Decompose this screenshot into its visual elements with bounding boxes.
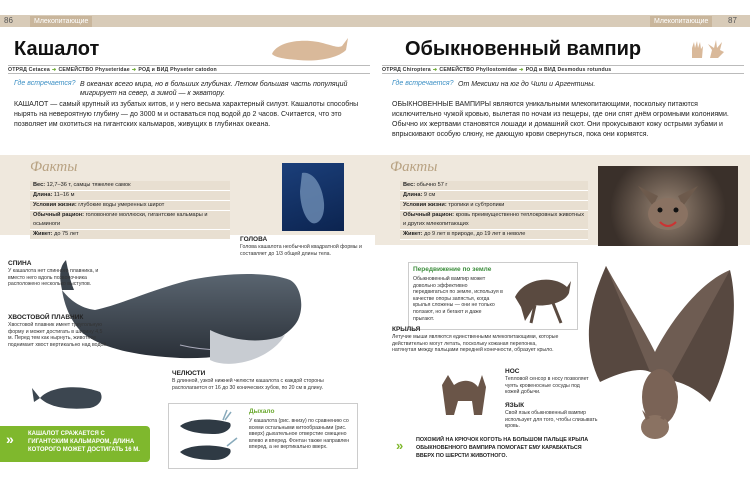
- label-back-heading: СПИНА: [8, 260, 32, 267]
- left-intro-text: КАШАЛОТ — самый крупный из зубатых китов, и у него весьма характерный силуэт. Кашалоты способны нырять на невероятную глубину — до 3000 м и оставаться под водой до 2 часов. Считается, что это позволяет им охотиться на гигантских кальмаров, живущих в глубинах океана.: [14, 101, 359, 128]
- left-page-title: Кашалот: [14, 38, 100, 60]
- right-facts-title: Факты: [390, 159, 438, 175]
- label-tongue-text: Свой язык обыкновенный вампир использует для того, чтобы слизывать кровь.: [505, 410, 598, 430]
- right-where-question: Где встречается?: [392, 80, 454, 87]
- right-taxonomy: ОТРЯД Chiroptera ➔ СЕМЕЙСТВО Phyllostomidae ➔ РОД и ВИД Desmodus rotundus: [382, 65, 744, 74]
- label-tongue-heading: ЯЗЫК: [505, 402, 525, 409]
- left-taxonomy: ОТРЯД Cetacea ➔ СЕМЕЙСТВО Physeteridae ➔ РОД и ВИД Physeter catodon: [8, 65, 370, 74]
- fact-row: Живет: до 75 лет: [30, 230, 230, 240]
- fact-row: Обычный рацион: головоногие моллюски, гигантские кальмары и осьминоги: [30, 211, 230, 230]
- ground-movement-text: Обыкновенный вампир может довольно эффективно передвигаться по земле, используя в качестве опоры запястья, когда крылья сложены — они не только ползают, но и бегают и даже прыгают.: [413, 276, 503, 322]
- whale-silhouette-icon: [268, 32, 350, 66]
- label-nose-text: Тепловой сенсор в носу позволяет чуять кровеносные сосуды под кожей добычи.: [505, 376, 589, 396]
- fact-row: Условия жизни: тропики и субтропики: [400, 201, 588, 211]
- fact-row: Длина: 11–16 м: [30, 191, 230, 201]
- left-where-question: Где встречается?: [14, 80, 76, 87]
- label-back-text: У кашалота нет спинного плавника, и вместо него вдоль позвоночника расположено несколько выступов.: [8, 268, 99, 288]
- left-page-number: 86: [4, 16, 13, 25]
- right-green-note: » ПОХОЖИЙ НА КРЮЧОК КОГОТЬ НА БОЛЬШОМ ПАЛЬЦЕ КРЫЛА ОБЫКНОВЕННОГО ВАМПИРА ПОМОГАЕТ ЕМУ КАРАБКАТЬСЯ ВВЕРХ ПО ШЕРСТИ ЖИВОТНОГО.: [396, 437, 589, 459]
- label-jaw-text: В длинной, узкой нижней челюсти кашалота с каждой стороны располагается от 16 до 30 конических зубов, по 20 см в длину.: [172, 378, 324, 391]
- right-page-number: 87: [728, 16, 737, 25]
- label-wings-text: Летучие мыши являются единственными млекопитающими, которые действительно могут летать, поскольку кожаная перепонка, натянутая между пальцами передней конечности, образует крыло.: [392, 334, 559, 354]
- label-head-text: Голова кашалота необычной квадратной формы и составляет до 1/3 общей длины тела.: [240, 244, 362, 257]
- label-tail-text: Хвостовой плавник имеет треугольную форму и может достигать в ширину 4,5 м. Перед тем как нырнуть, животное поднимает хвост вертикально над водой.: [8, 322, 108, 348]
- arrow-right-icon: »: [6, 431, 14, 447]
- vampire-bat-face-photo: [598, 166, 738, 246]
- blowhole-tip-box: [168, 403, 358, 469]
- right-where-answer: От Мексики на юг до Чили и Аргентины.: [458, 81, 596, 88]
- label-nose-heading: НОС: [505, 368, 520, 375]
- fact-row: Условия жизни: глубокие воды умеренных широт: [30, 201, 230, 211]
- right-intro-text: ОБЫКНОВЕННЫЕ ВАМПИРЫ являются уникальными млекопитающими, поскольку питаются исключительно чужой кровью, вылетая по ночам из пещеры, где они спят днём огромными колониями. Обычно их жертвами становятся лошади и домашний скот. Они прокусывают кожу острыми зубами и впрыскивают особую слюну, не дающую крови свернуться, пока они кормятся.: [392, 101, 729, 138]
- standing-bat-illustration: [432, 365, 492, 425]
- fact-row: Длина: 9 см: [400, 191, 588, 201]
- left-section-label: Млекопитающие: [30, 16, 92, 27]
- blowhole-text: У кашалота (рис. внизу) по сравнению со всеми остальными китообразными (рис. вверх) дыхательное отверстие смещено влево и вперед. Фонтан также направлен вперед, а не вертикально вверх.: [249, 418, 350, 451]
- fact-row: Живет: до 9 лет в природе, до 19 лет в неволе: [400, 230, 588, 240]
- bat-hand-icon: [688, 38, 728, 60]
- diving-whale-illustration: [30, 378, 110, 418]
- label-jaw-heading: ЧЕЛЮСТИ: [172, 370, 206, 377]
- right-section-label: Млекопитающие: [650, 16, 712, 27]
- left-green-note: » КАШАЛОТ СРАЖАЕТСЯ С ГИГАНТСКИМ КАЛЬМАРОМ, ДЛИНА КОТОРОГО МОЖЕТ ДОСТИГАТЬ 16 М.: [0, 426, 150, 462]
- sperm-whale-photo: [282, 163, 344, 231]
- arrow-right-icon: »: [396, 438, 404, 453]
- label-tail-heading: ХВОСТОВОЙ ПЛАВНИК: [8, 314, 84, 321]
- left-where-answer: В океанах всего мира, но в больших глубинах. Летом большая часть популяций мигрирует на север, а зимой — к экватору.: [80, 81, 348, 97]
- left-facts-table: [30, 181, 230, 240]
- fact-row: Обычный рацион: кровь преимущественно теплокровных животных и других млекопитающих: [400, 211, 588, 230]
- ground-movement-heading: Передвижение по земле: [413, 266, 492, 273]
- right-facts-table: [400, 181, 588, 240]
- fact-row: Вес: 12,7–36 т, самцы тяжелее самок: [30, 181, 230, 191]
- right-page-title: Обыкновенный вампир: [405, 38, 642, 60]
- left-facts-title: Факты: [30, 159, 78, 175]
- blowhole-heading: Дыхало: [249, 408, 275, 415]
- fact-row: Вес: обычно 57 г: [400, 181, 588, 191]
- ground-movement-box: [408, 262, 578, 330]
- label-head-heading: ГОЛОВА: [240, 236, 268, 243]
- blowhole-comparison-illustration: [175, 408, 245, 464]
- label-wings-heading: КРЫЛЬЯ: [392, 326, 421, 333]
